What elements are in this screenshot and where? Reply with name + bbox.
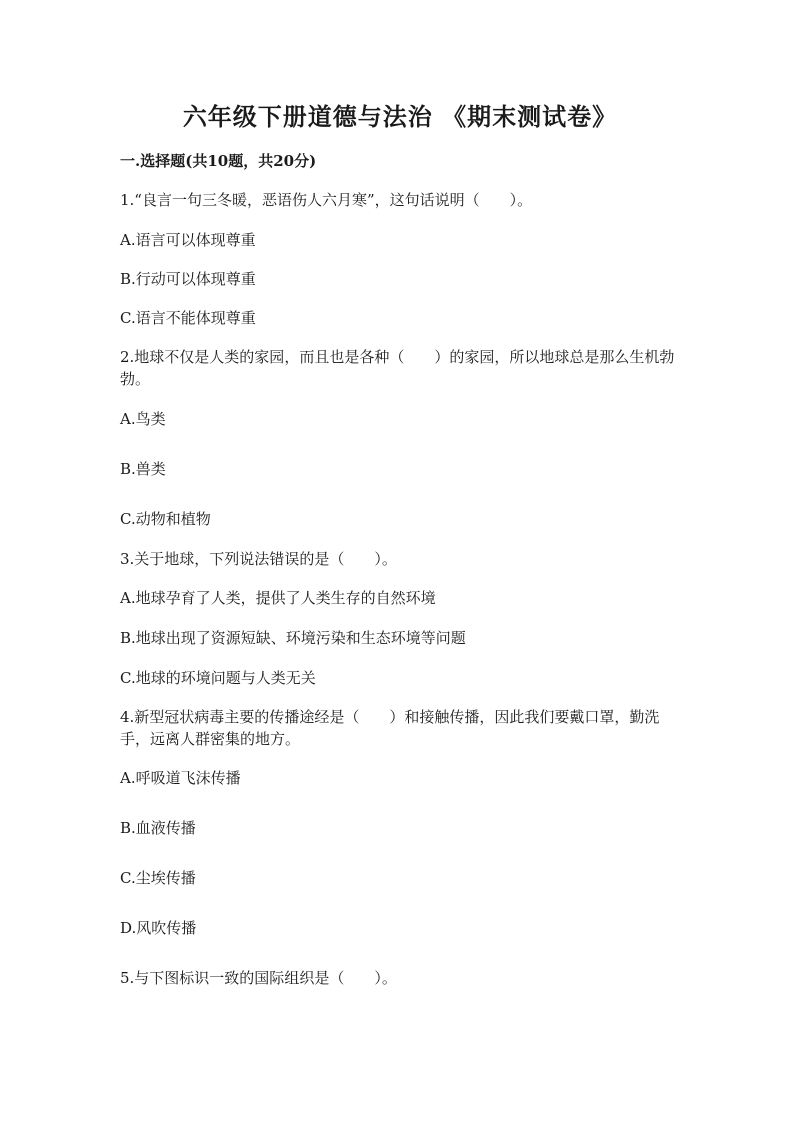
question-5-stem: 5.与下图标识一致的国际组织是（ ）。	[120, 969, 397, 987]
question-4-stem: 4.新型冠状病毒主要的传播途经是（ ）和接触传播，因此我们要戴口罩，勤洗手，远离人群密集的地方。	[120, 708, 660, 748]
question-2-stem: 2.地球不仅是人类的家园，而且也是各种（ ）的家园，所以地球总是那么生机勃勃。	[120, 348, 675, 388]
question-4-option-a: A.呼吸道飞沫传播	[120, 769, 241, 787]
question-3-stem: 3.关于地球，下列说法错误的是（ ）。	[120, 550, 397, 568]
question-3-option-a: A.地球孕育了人类，提供了人类生存的自然环境	[120, 589, 436, 607]
question-1-stem: 1.“良言一句三冬暖，恶语伤人六月寒”，这句话说明（ ）。	[120, 191, 533, 209]
question-2-option-b: B.兽类	[120, 460, 166, 478]
question-2-option-c: C.动物和植物	[120, 510, 211, 528]
question-2-option-a: A.鸟类	[120, 410, 166, 428]
section-heading: 一.选择题(共10题，共20分)	[120, 152, 317, 170]
question-4-option-c: C.尘埃传播	[120, 869, 196, 887]
question-4-option-b: B.血液传播	[120, 819, 196, 837]
question-4-option-d: D.风吹传播	[120, 919, 197, 937]
question-3-option-c: C.地球的环境问题与人类无关	[120, 669, 316, 687]
question-1-option-a: A.语言可以体现尊重	[120, 231, 256, 249]
question-3-option-b: B.地球出现了资源短缺、环境污染和生态环境等问题	[120, 629, 466, 647]
question-1-option-c: C.语言不能体现尊重	[120, 309, 256, 327]
question-1-option-b: B.行动可以体现尊重	[120, 270, 256, 288]
page-title: 六年级下册道德与法治 《期末测试卷》	[182, 102, 618, 131]
